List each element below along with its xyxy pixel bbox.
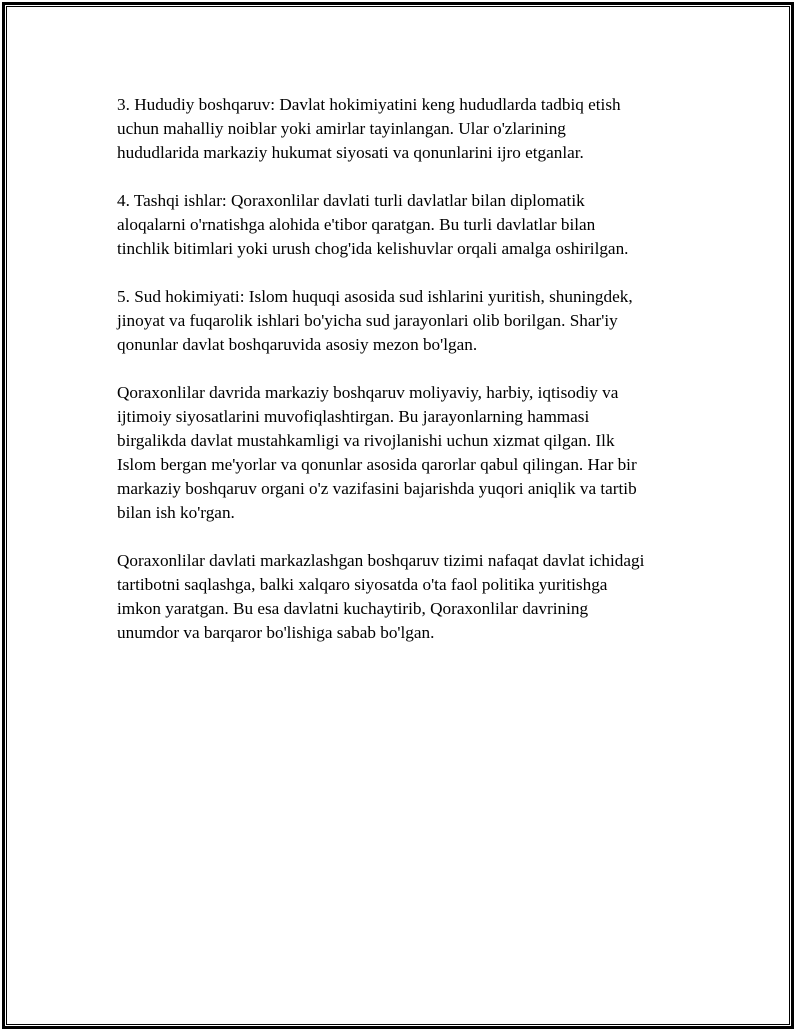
text-line: qonunlar davlat boshqaruvida asosiy mezon bo'lgan. (117, 335, 478, 354)
paragraph-xulosa (117, 549, 707, 645)
text-line: uchun mahalliy noiblar yoki amirlar tayinlangan. Ular o'zlarining (117, 119, 566, 138)
paragraph-hududiy-boshqaruv (117, 93, 707, 165)
paragraph-tashqi-ishlar (117, 189, 707, 261)
text-line: unumdor va barqaror bo'lishiga sabab bo'lgan. (117, 623, 435, 642)
text-line: bilan ish ko'rgan. (117, 503, 235, 522)
text-line: tartibotni saqlashga, balki xalqaro siyosatda o'ta faol politika yuritishga (117, 575, 608, 594)
text-line: 5. Sud hokimiyati: Islom huquqi asosida sud ishlarini yuritish, shuningdek, (117, 287, 633, 306)
paragraph-sud-hokimiyati (117, 285, 707, 357)
text-line: ijtimoiy siyosatlarini muvofiqlashtirgan. Bu jarayonlarning hammasi (117, 407, 590, 426)
text-line: imkon yaratgan. Bu esa davlatni kuchaytirib, Qoraxonlilar davrining (117, 599, 589, 618)
text-line: 3. Hududiy boshqaruv: Davlat hokimiyatini keng hududlarda tadbiq etish (117, 95, 621, 114)
text-line: Islom bergan me'yorlar va qonunlar asosida qarorlar qabul qilingan. Har bir (117, 455, 637, 474)
document-body (117, 93, 707, 669)
text-line: markaziy boshqaruv organi o'z vazifasini bajarishda yuqori aniqlik va tartib (117, 479, 637, 498)
text-line: birgalikda davlat mustahkamligi va rivojlanishi uchun xizmat qilgan. Ilk (117, 431, 615, 450)
text-line: hududlarida markaziy hukumat siyosati va qonunlarini ijro etganlar. (117, 143, 584, 162)
text-line: jinoyat va fuqarolik ishlari bo'yicha sud jarayonlari olib borilgan. Shar'iy (117, 311, 618, 330)
text-line: 4. Tashqi ishlar: Qoraxonlilar davlati turli davlatlar bilan diplomatik (117, 191, 585, 210)
text-line: Qoraxonlilar davrida markaziy boshqaruv moliyaviy, harbiy, iqtisodiy va (117, 383, 619, 402)
text-line: tinchlik bitimlari yoki urush chog'ida kelishuvlar orqali amalga oshirilgan. (117, 239, 629, 258)
text-line: Qoraxonlilar davlati markazlashgan boshqaruv tizimi nafaqat davlat ichidagi (117, 551, 645, 570)
paragraph-markaziy-boshqaruv (117, 381, 707, 525)
text-line: aloqalarni o'rnatishga alohida e'tibor qaratgan. Bu turli davlatlar bilan (117, 215, 596, 234)
